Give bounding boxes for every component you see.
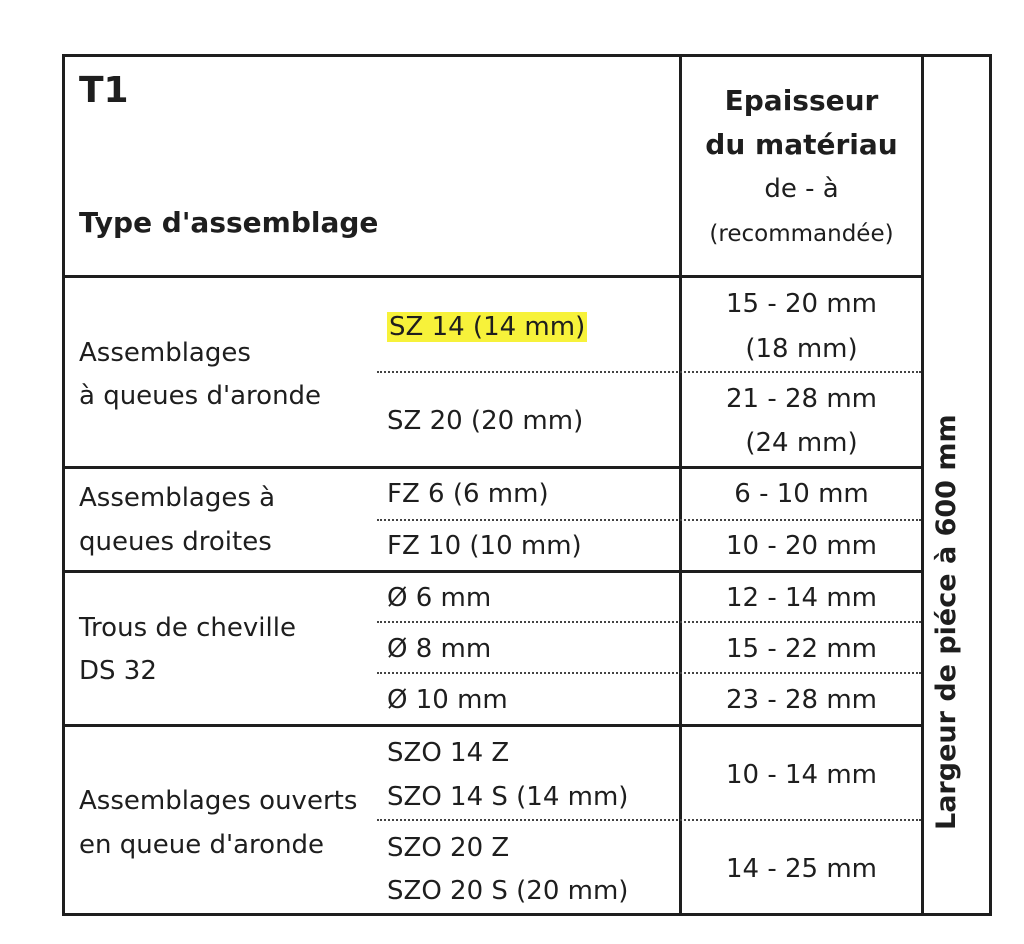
type-header: Type d'assemblage — [79, 206, 379, 239]
thickness-cell: 14 - 25 mm — [726, 854, 877, 884]
table-title: T1 — [79, 70, 129, 111]
thickness-cell: (18 mm) — [745, 334, 858, 364]
group-name-line: Trous de cheville — [79, 613, 296, 643]
highlighted-type: SZ 14 (14 mm) — [389, 312, 586, 342]
row-divider — [65, 724, 923, 727]
type-cell: FZ 10 (10 mm) — [387, 531, 582, 561]
thickness-header-line2: du matériau — [705, 128, 898, 161]
row-divider — [65, 466, 923, 469]
dotted-separator — [377, 621, 921, 623]
column-divider — [921, 57, 924, 913]
type-cell: SZO 20 Z — [387, 833, 510, 863]
group-name-line: à queues d'aronde — [79, 381, 322, 411]
type-cell: SZO 14 S (14 mm) — [387, 782, 629, 812]
thickness-cell: 10 - 20 mm — [726, 531, 877, 561]
group-name-line: Assemblages ouverts — [79, 786, 358, 816]
dotted-separator — [377, 371, 921, 373]
thickness-header-line1: Epaisseur — [724, 84, 879, 117]
thickness-header-line4: (recommandée) — [709, 221, 894, 247]
type-cell: SZO 20 S (20 mm) — [387, 876, 629, 906]
type-cell: Ø 10 mm — [387, 685, 508, 715]
type-cell: Ø 6 mm — [387, 583, 492, 613]
thickness-cell: 12 - 14 mm — [726, 583, 877, 613]
thickness-cell: 15 - 20 mm — [726, 289, 877, 319]
type-cell: Ø 8 mm — [387, 634, 492, 664]
group-name-line: queues droites — [79, 527, 272, 557]
type-cell: SZO 14 Z — [387, 738, 510, 768]
thickness-cell: 23 - 28 mm — [726, 685, 877, 715]
thickness-header-line3: de - à — [764, 174, 839, 204]
group-name-line: DS 32 — [79, 656, 157, 686]
type-cell — [387, 305, 587, 349]
group-name-line: Assemblages — [79, 338, 251, 368]
group-name-line: en queue d'aronde — [79, 830, 325, 860]
thickness-cell: 15 - 22 mm — [726, 634, 877, 664]
group-name-line: Assemblages à — [79, 483, 276, 513]
thickness-cell: 6 - 10 mm — [734, 479, 869, 509]
thickness-cell: 21 - 28 mm — [726, 384, 877, 414]
side-label: Largeur de piéce à 600 mm — [931, 414, 962, 830]
assembly-table — [62, 54, 992, 916]
thickness-cell: 10 - 14 mm — [726, 760, 877, 790]
dotted-separator — [377, 819, 921, 821]
dotted-separator — [377, 672, 921, 674]
row-divider — [65, 275, 923, 278]
row-divider — [65, 570, 923, 573]
type-cell: FZ 6 (6 mm) — [387, 479, 549, 509]
type-cell: SZ 20 (20 mm) — [387, 406, 584, 436]
thickness-cell: (24 mm) — [745, 428, 858, 458]
dotted-separator — [377, 519, 921, 521]
